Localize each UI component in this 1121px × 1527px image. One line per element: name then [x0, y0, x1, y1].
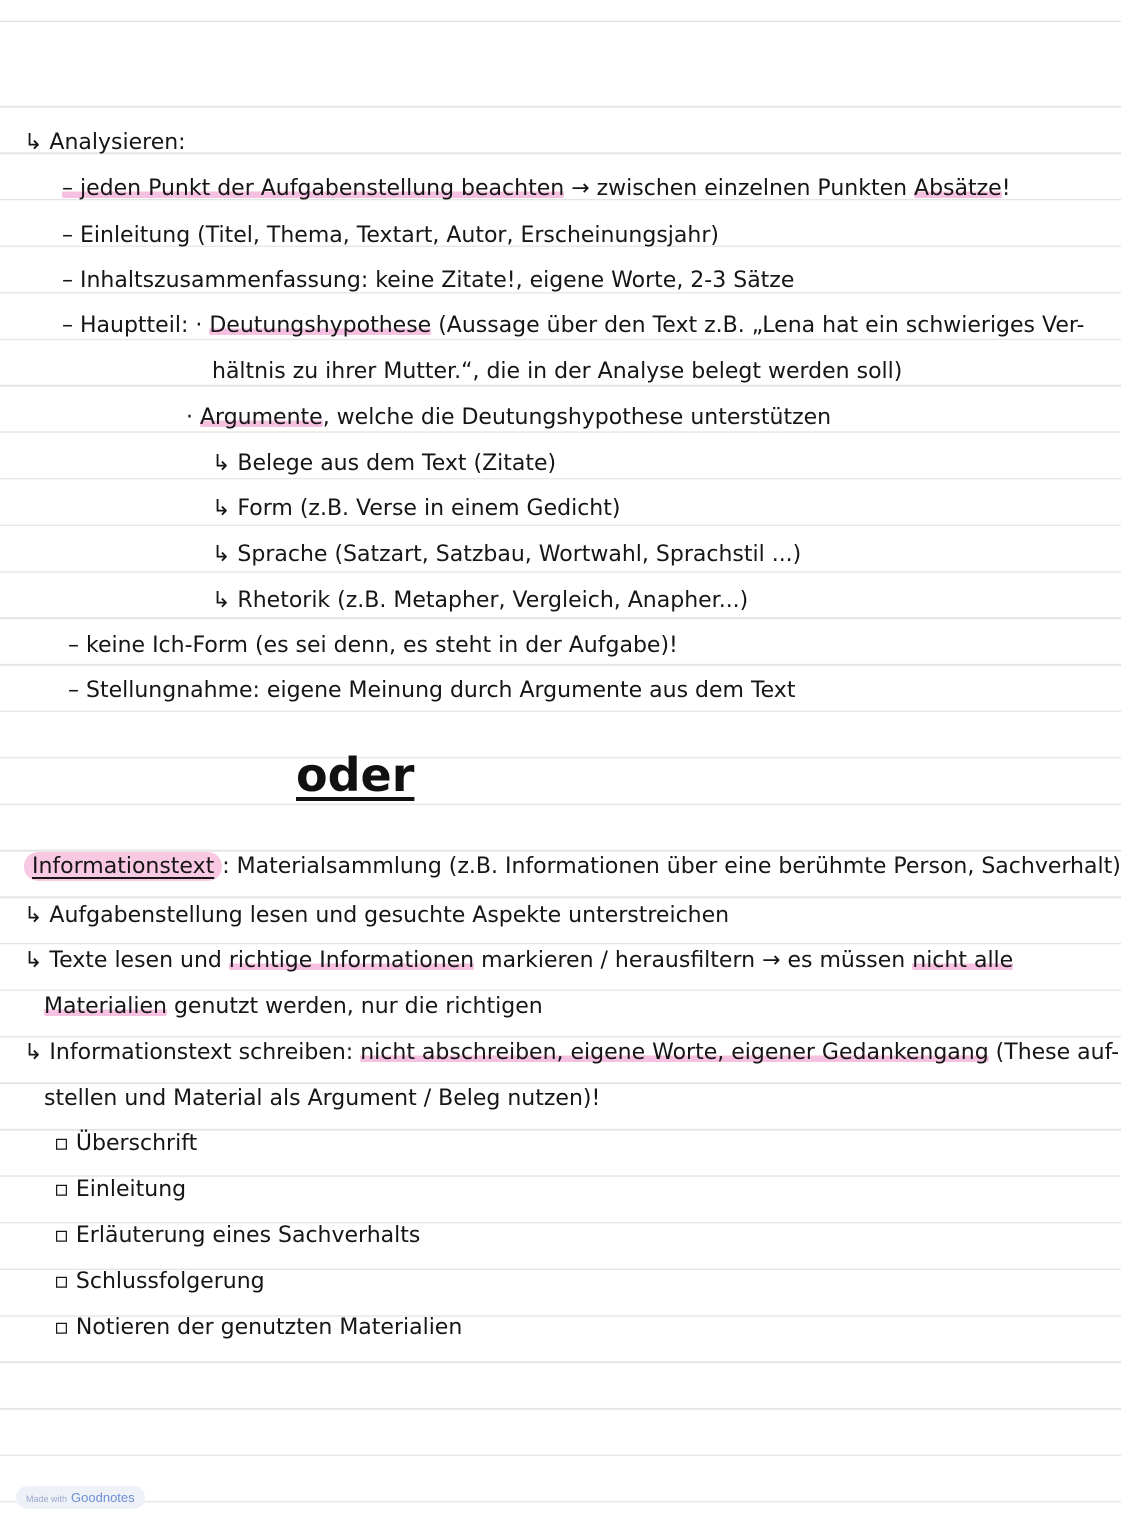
- bullet-erlaeuterung: ▫ Erläuterung eines Sachverhalts: [54, 1223, 421, 1248]
- note-line-argumente: [186, 403, 831, 433]
- note-line-texte-lesen: [24, 946, 1013, 976]
- text-absaetze-intro: → zwischen einzelnen Punkten: [564, 176, 915, 201]
- note-line-informationstext-schreiben: [24, 1038, 1119, 1068]
- bullet-ueberschrift: ▫ Überschrift: [54, 1131, 198, 1156]
- highlight-informationstext: Informationstext: [24, 852, 222, 881]
- note-line-ich-form: – keine Ich-Form (es sei denn, es steht in der Aufgabe)!: [68, 633, 678, 658]
- note-line-stellungnahme: – Stellungnahme: eigene Meinung durch Argumente aus dem Text: [68, 678, 796, 703]
- badge-brand: Goodnotes: [71, 1490, 135, 1505]
- text-these-auf: (These auf-: [988, 1040, 1120, 1065]
- goodnotes-badge: [16, 1486, 145, 1509]
- note-line-aufgabenstellung-lesen: ↳ Aufgabenstellung lesen und gesuchte Aspekte unterstreichen: [24, 903, 730, 928]
- highlight-absaetze: Absätze: [914, 176, 1002, 201]
- note-line-hauptteil: [62, 311, 1084, 341]
- text-argumente-bullet: ·: [186, 405, 200, 430]
- text-hauptteil-label: – Hauptteil: ·: [62, 313, 210, 338]
- text-texte-lesen: ↳ Texte lesen und: [24, 948, 229, 973]
- text-markieren: markieren / herausfiltern → es müssen: [474, 948, 913, 973]
- text-exclamation: !: [1001, 176, 1011, 201]
- bullet-einleitung: ▫ Einleitung: [54, 1177, 187, 1202]
- note-line-hauptteil-cont: hältnis zu ihrer Mutter.“, die in der Analyse belegt werden soll): [212, 359, 903, 384]
- note-line-inhaltszusammenfassung: – Inhaltszusammenfassung: keine Zitate!, eigene Worte, 2-3 Sätze: [62, 268, 795, 293]
- highlight-deutungshypothese: Deutungshypothese: [209, 313, 432, 338]
- text-genutzt-werden: genutzt werden, nur die richtigen: [166, 994, 543, 1019]
- note-line-sprache: ↳ Sprache (Satzart, Satzbau, Wortwahl, Sprachstil ...): [212, 542, 802, 567]
- text-materialsammlung: : Materialsammlung (z.B. Informationen über eine berühmte Person, Sachverhalt): [222, 854, 1121, 879]
- bullet-notieren: ▫ Notieren der genutzten Materialien: [54, 1315, 463, 1340]
- oder-divider: oder: [296, 748, 415, 802]
- text-argumente-rest: , welche die Deutungshypothese unterstützen: [322, 405, 832, 430]
- highlight-richtige-informationen: richtige Informationen: [228, 948, 475, 973]
- note-line-informationstext-title: [24, 852, 1121, 882]
- note-line-these-cont: stellen und Material als Argument / Beleg nutzen)!: [44, 1086, 601, 1111]
- badge-prefix: Made with: [26, 1494, 68, 1504]
- text-schreiben-label: ↳ Informationstext schreiben:: [24, 1040, 361, 1065]
- analysieren-heading: ↳ Analysieren:: [24, 130, 186, 155]
- highlight-nicht-alle: nicht alle: [912, 948, 1014, 973]
- highlight-aufgabenstellung: – jeden Punkt der Aufgabenstellung beachten: [62, 176, 565, 201]
- note-line-einleitung: – Einleitung (Titel, Thema, Textart, Autor, Erscheinungsjahr): [62, 223, 719, 248]
- highlight-materialien: Materialien: [44, 994, 167, 1019]
- note-line-materialien: [44, 992, 543, 1022]
- note-line-rhetorik: ↳ Rhetorik (z.B. Metapher, Vergleich, Anapher...): [212, 588, 749, 613]
- bullet-schlussfolgerung: ▫ Schlussfolgerung: [54, 1269, 265, 1294]
- highlight-argumente: Argumente: [200, 405, 323, 430]
- note-line-belege: ↳ Belege aus dem Text (Zitate): [212, 451, 557, 476]
- text-hauptteil-aussage: (Aussage über den Text z.B. „Lena hat ein schwieriges Ver-: [431, 313, 1085, 338]
- highlight-nicht-abschreiben: nicht abschreiben, eigene Worte, eigener Gedankengang: [360, 1040, 989, 1065]
- note-line-aufgabenstellung: [62, 174, 1011, 204]
- note-line-form: ↳ Form (z.B. Verse in einem Gedicht): [212, 496, 621, 521]
